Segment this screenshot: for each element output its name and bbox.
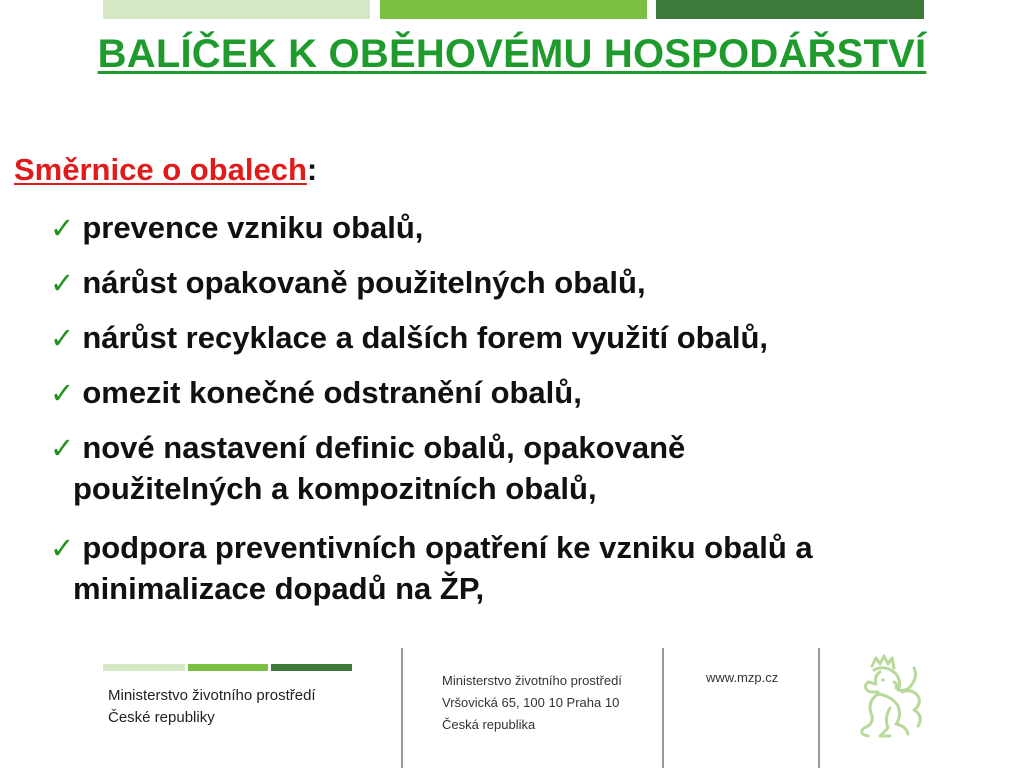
section-heading-colon: : [306,152,318,187]
footer-bar-dark [271,664,352,671]
ministry-address [442,670,622,736]
bullet-item [50,428,990,509]
bullet-text-continuation: použitelných a kompozitních obalů, [73,471,597,506]
check-icon: ✓ [50,323,75,355]
footer-divider [818,648,820,768]
footer-bar-mid [188,664,268,671]
top-bar-dark [656,0,924,19]
bullet-text: nové nastavení definic obalů, opakovaně [82,430,686,465]
bullet-text: podpora preventivních opatření ke vzniku obalů a [82,530,813,565]
ministry-name-line1: Ministerstvo životního prostředí [108,687,316,704]
czech-lion-icon [850,652,930,747]
check-icon: ✓ [50,213,75,245]
check-icon: ✓ [50,433,75,465]
bullet-item [50,373,990,414]
footer-divider [662,648,664,768]
footer-bar-light [103,664,185,671]
bullet-text-continuation: minimalizace dopadů na ŽP, [73,571,485,606]
address-line1: Ministerstvo životního prostředí [442,673,622,688]
bullet-text: prevence vzniku obalů, [82,210,424,245]
slide-title: BALÍČEK K OBĚHOVÉMU HOSPODÁŘSTVÍ [97,32,927,76]
section-heading-text: Směrnice o obalech [14,152,307,187]
bullet-text: nárůst recyklace a dalších forem využití obalů, [82,320,769,355]
section-heading [14,152,317,188]
top-bar-mid [380,0,647,19]
check-icon: ✓ [50,533,75,565]
top-bar-light [103,0,370,19]
check-icon: ✓ [50,268,75,300]
check-icon: ✓ [50,378,75,410]
bullet-item [50,263,990,304]
address-line3: Česká republika [442,717,536,732]
bullet-text: omezit konečné odstranění obalů, [82,375,582,410]
footer-divider [401,648,403,768]
bullet-text: nárůst opakovaně použitelných obalů, [82,265,646,300]
ministry-name [108,685,316,729]
address-line2: Vršovická 65, 100 10 Praha 10 [442,695,620,710]
bullet-item [50,318,990,359]
bullet-item [50,208,990,249]
ministry-name-line2: České republiky [108,709,215,726]
website-link[interactable]: www.mzp.cz [706,670,779,685]
bullet-item [50,528,990,609]
